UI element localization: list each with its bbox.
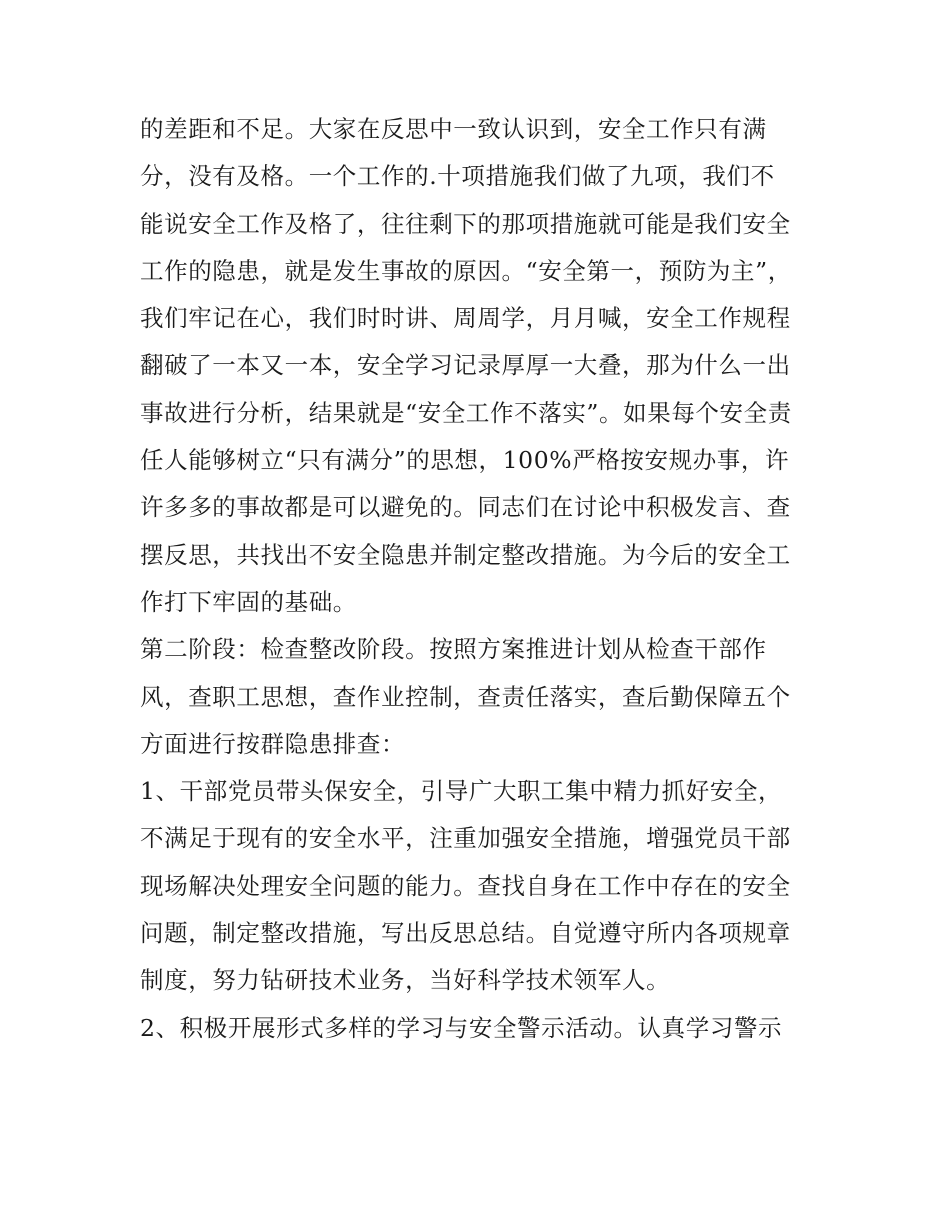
text-line: 的差距和不足。大家在反思中一致认识到，安全工作只有满 [140, 115, 767, 143]
text-line: 作打下牢固的基础。 [140, 587, 357, 616]
text-line: 任人能够树立“只有满分”的思想，100%严格按安规办事，许 [140, 446, 790, 475]
document-body [140, 106, 820, 1052]
list-item-line: 2、积极开展形式多样的学习与安全警示活动。认真学习警示 [140, 1013, 783, 1042]
text-line: 翻破了一本又一本，安全学习记录厚厚一大叠，那为什么一出 [140, 351, 791, 380]
text-line: 事故进行分析，结果就是“安全工作不落实”。如果每个安全责 [140, 398, 792, 427]
list-item-line: 1、干部党员带头保安全，引导广大职工集中精力抓好安全， [140, 777, 783, 806]
text-line: 不满足于现有的安全水平，注重加强安全措施，增强党员干部 [140, 824, 791, 853]
text-line: 制度，努力钻研技术业务，当好科学技术领军人。 [140, 966, 671, 995]
text-line: 能说安全工作及格了，往往剩下的那项措施就可能是我们安全 [140, 209, 791, 238]
text-line: 方面进行按群隐患排查： [140, 729, 406, 758]
text-line: 现场解决处理安全问题的能力。查找自身在工作中存在的安全 [140, 871, 791, 900]
text-line: 风，查职工思想，查作业控制，查责任落实，查后勤保障五个 [140, 682, 791, 711]
section-heading-line: 第二阶段：检查整改阶段。按照方案推进计划从检查干部作 [140, 635, 767, 664]
text-line: 我们牢记在心，我们时时讲、周周学，月月喊，安全工作规程 [140, 304, 791, 333]
text-line: 许多多的事故都是可以避免的。同志们在讨论中积极发言、查 [140, 493, 791, 522]
text-line: 工作的隐患，就是发生事故的原因。“安全第一，预防为主”， [140, 256, 792, 285]
text-line: 摆反思，共找出不安全隐患并制定整改措施。为今后的安全工 [140, 540, 791, 569]
text-line: 问题，制定整改措施，写出反思总结。自觉遵守所内各项规章 [140, 919, 791, 948]
text-line: 分，没有及格。一个工作的.十项措施我们做了九项，我们不 [140, 162, 775, 191]
